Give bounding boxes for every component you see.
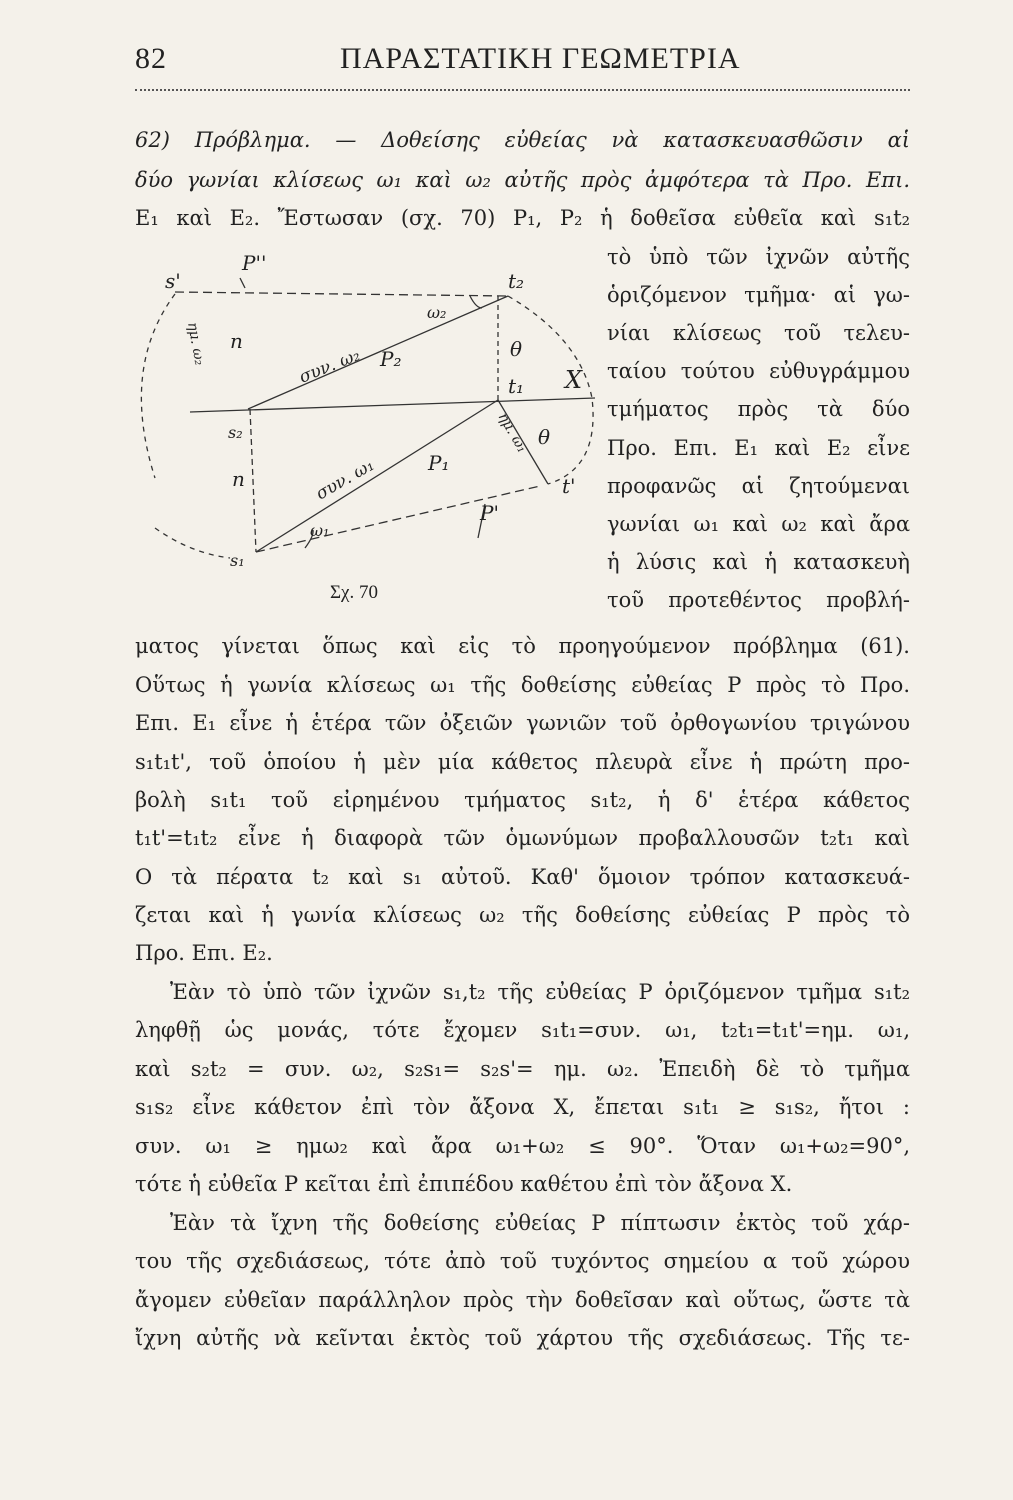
text-line: Ἐὰν τὸ ὑπὸ τῶν ἰχνῶν s₁,t₂ τῆς εὐθείας P ὁριζόμενον τμῆμα s₁t₂ [170, 980, 910, 1004]
text-line: ζεται καὶ ἡ γωνία κλίσεως ω₂ τῆς δοθείσης εὐθείας P πρὸς τὸ [135, 903, 910, 927]
label-P2: P₂ [380, 347, 402, 371]
text-line: συν. ω₁ ≥ ημω₂ καὶ ἄρα ω₁+ω₂ ≤ 90°. Ὅταν ω₁+ω₂=90°, [135, 1134, 910, 1158]
page-number: 82 [135, 42, 167, 75]
label-omega2: ω₂ [427, 303, 447, 322]
text-line: ἴχνη αὐτῆς νὰ κεῖνται ἐκτὸς τοῦ χάρτου τῆς σχεδιάσεως. Τῆς τε- [135, 1326, 910, 1350]
label-X: X [565, 366, 583, 394]
text-line: ταίου τούτου εὐθυγράμμου [607, 359, 910, 383]
label-n-upper: n [230, 329, 243, 353]
text-line: προφανῶς αἱ ζητούμεναι [607, 474, 910, 498]
text-line: βολὴ s₁t₁ τοῦ εἰρημένου τμήματος s₁t₂, ἡ δ' ἑτέρα κάθετος [135, 788, 910, 812]
text-line: s₁s₂ εἶνε κάθετον ἐπὶ τὸν ἄξονα X, ἔπεται s₁t₁ ≥ s₁s₂, ἤτοι : [135, 1095, 910, 1119]
text-line: τοῦ προτεθέντος προβλή- [607, 588, 910, 612]
text-line: Επι. E₁ εἶνε ἡ ἑτέρα τῶν ὀξειῶν γωνιῶν τοῦ ὀρθογωνίου τριγώνου [135, 711, 910, 735]
running-title: ΠΑΡΑΣΤΑΤΙΚΗ ΓΕΩΜΕΤΡΙΑ [340, 42, 741, 75]
text-line: τότε ἡ εὐθεῖα P κεῖται ἐπὶ ἐπιπέδου καθέτου ἐπὶ τὸν ἄξονα X. [135, 1172, 793, 1196]
text-line: του τῆς σχεδιάσεως, τότε ἀπὸ τοῦ τυχόντος σημείου α τοῦ χώρου [135, 1249, 910, 1273]
label-P1: P₁ [428, 451, 450, 475]
label-hm-omega2: ημ. ω₂ [184, 320, 208, 367]
text-line: O τὰ πέρατα t₂ καὶ s₁ αὐτοῦ. Καθ' ὅμοιον τρόπον κατασκευά- [135, 865, 910, 889]
text-line: ὁριζόμενον τμῆμα· αἱ γω- [607, 283, 910, 307]
label-theta-upper: θ [510, 337, 523, 361]
label-s-prime: s' [165, 269, 181, 293]
label-omega1: ω₁ [310, 521, 330, 540]
label-t1: t₁ [508, 374, 525, 398]
text-line: E₁ καὶ E₂. Ἔστωσαν (σχ. 70) P₁, P₂ ἡ δοθεῖσα εὐθεῖα καὶ s₁t₂ [135, 206, 910, 230]
text-line: καὶ s₂t₂ = συν. ω₂, s₂s₁= s₂s'= ημ. ω₂. Ἐπειδὴ δὲ τὸ τμῆμα [135, 1057, 910, 1081]
text-line: τὸ ὑπὸ τῶν ἰχνῶν αὐτῆς [607, 245, 910, 269]
label-s2: s₂ [228, 423, 243, 442]
label-hm-omega1: ημ. ω₁ [494, 410, 531, 456]
label-syn-omega2: συν. ω₂ [296, 345, 363, 388]
text-line: Ἐὰν τὰ ἴχνη τῆς δοθείσης εὐθείας P πίπτωσιν ἐκτὸς τοῦ χάρ- [170, 1211, 910, 1235]
text-line: t₁t'=t₁t₂ εἶνε ἡ διαφορὰ τῶν ὁμωνύμων προβαλλουσῶν t₂t₁ καὶ [135, 826, 910, 850]
label-s1: s₁ [230, 551, 245, 570]
label-n-lower: n [232, 467, 245, 491]
text-line: τμήματος πρὸς τὰ δύο [607, 397, 910, 421]
text-line: ἄγομεν εὐθεῖαν παράλληλον πρὸς τὴν δοθεῖσαν καὶ οὕτως, ὥστε τὰ [135, 1288, 910, 1312]
text-line: δύο γωνίαι κλίσεως ω₁ καὶ ω₂ αὐτῆς πρὸς ἀμφότερα τὰ Προ. Επι. [135, 168, 910, 192]
text-line: γωνίαι ω₁ καὶ ω₂ καὶ ἄρα [607, 512, 910, 536]
text-line: νίαι κλίσεως τοῦ τελευ- [607, 321, 910, 345]
text-line: 62) Πρόβλημα. — Δοθείσης εὐθείας νὰ κατασκευασθῶσιν αἱ [135, 128, 910, 152]
text-line: s₁t₁t', τοῦ ὁποίου ἡ μὲν μία κάθετος πλευρὰ εἶνε ἡ πρώτη προ- [135, 750, 910, 774]
label-t-prime: t' [562, 474, 576, 498]
text-line: ἡ λύσις καὶ ἡ κατασκευὴ [607, 550, 910, 574]
label-syn-omega1: συν. ω₁ [312, 455, 378, 505]
text-line: ματος γίνεται ὅπως καὶ εἰς τὸ προηγούμενον πρόβλημα (61). [135, 634, 910, 658]
label-P-prime: P' [480, 501, 499, 525]
label-theta-lower: θ [538, 425, 551, 449]
label-t2: t₂ [508, 269, 525, 293]
figure-caption: Σχ. 70 [330, 582, 378, 603]
label-P-double: P'' [242, 251, 267, 275]
text-line: Οὕτως ἡ γωνία κλίσεως ω₁ τῆς δοθείσης εὐθείας P πρὸς τὸ Προ. [135, 673, 910, 697]
text-line: ληφθῇ ὡς μονάς, τότε ἔχομεν s₁t₁=συν. ω₁, t₂t₁=t₁t'=ημ. ω₁, [135, 1018, 910, 1042]
text-line: Προ. Επι. E₁ καὶ E₂ εἶνε [607, 436, 910, 460]
text-line: Προ. Επι. E₂. [135, 941, 273, 965]
